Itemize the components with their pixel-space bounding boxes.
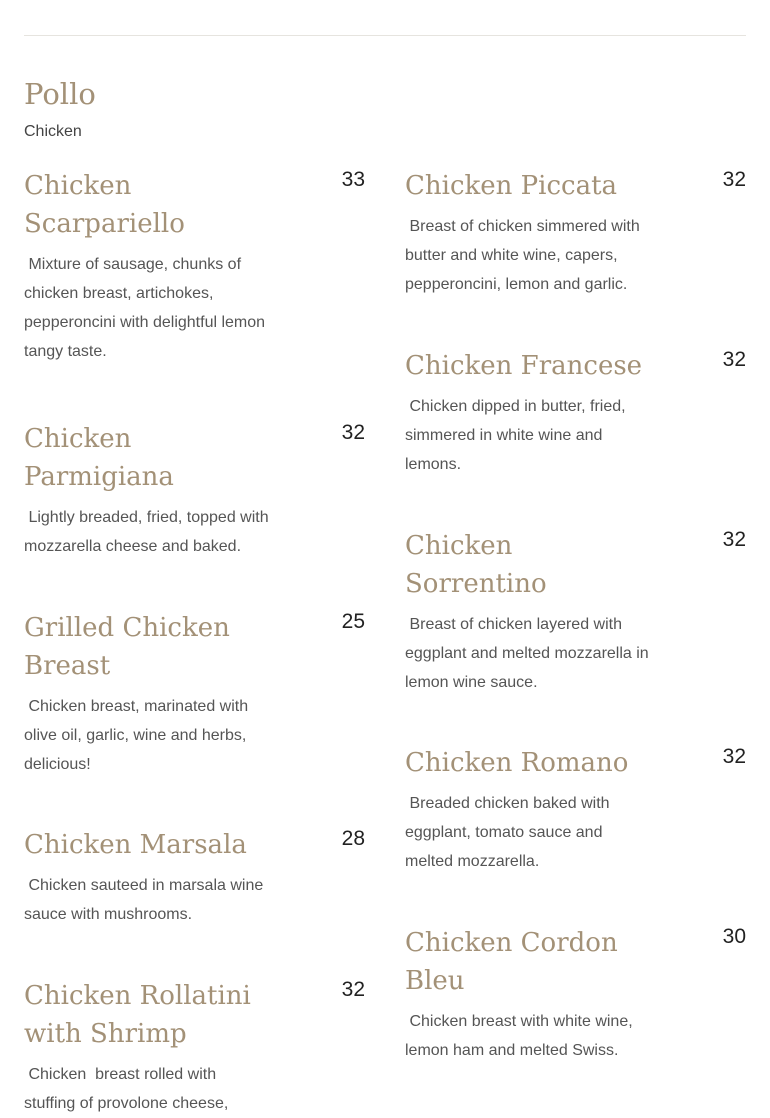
item-name: Chicken Romano [405, 748, 629, 778]
item-description: Lightly breaded, fried, topped with mozzarella cheese and baked. [24, 509, 274, 555]
item-description: Mixture of sausage, chunks of chicken breast, artichokes, pepperoncini with delightful lemon tangy taste. [24, 256, 270, 360]
item-description: Breaded chicken baked with eggplant, tomato sauce and melted mozzarella. [405, 795, 615, 870]
menu-column-right [405, 167, 746, 1065]
item-price: 32 [341, 978, 365, 1001]
menu-item [24, 977, 365, 1118]
item-price: 32 [722, 168, 746, 191]
item-description: Chicken sauteed in marsala wine sauce with mushrooms. [24, 877, 268, 923]
item-price: 33 [341, 168, 365, 191]
item-price: 32 [722, 528, 746, 551]
menu-item [405, 167, 746, 347]
item-price: 32 [341, 421, 365, 444]
menu-item [24, 609, 365, 826]
item-price: 30 [722, 925, 746, 948]
menu-item [405, 347, 746, 527]
item-name: Chicken Francese [405, 351, 643, 381]
item-name: Chicken Sorrentino [405, 531, 547, 599]
item-name: Grilled Chicken Breast [24, 613, 230, 681]
menu-item [405, 527, 746, 744]
item-price: 32 [722, 745, 746, 768]
item-price: 32 [722, 348, 746, 371]
item-price: 25 [341, 610, 365, 633]
item-description: Chicken breast rolled with stuffing of provolone cheese, [24, 1066, 229, 1112]
item-name: Chicken Cordon Bleu [405, 928, 618, 996]
item-name: Chicken Rollatini with Shrimp [24, 981, 251, 1049]
item-price: 28 [341, 827, 365, 850]
item-description: Breast of chicken simmered with butter and white wine, capers, pepperoncini, lemon and garlic. [405, 218, 645, 293]
item-description: Chicken breast, marinated with olive oil, garlic, wine and herbs, delicious! [24, 698, 253, 773]
section-title: Pollo [24, 77, 96, 111]
menu-item [24, 826, 365, 977]
item-name: Chicken Scarpariello [24, 171, 185, 239]
menu-item [24, 420, 365, 609]
item-name: Chicken Piccata [405, 171, 618, 201]
item-description: Chicken breast with white wine, lemon ham and melted Swiss. [405, 1013, 638, 1059]
item-name: Chicken Parmigiana [24, 424, 174, 492]
menu-item [405, 744, 746, 924]
section-subtitle: Chicken [24, 123, 82, 140]
item-description: Breast of chicken layered with eggplant and melted mozzarella in lemon wine sauce. [405, 616, 654, 691]
item-description: Chicken dipped in butter, fried, simmered in white wine and lemons. [405, 398, 631, 473]
top-divider [24, 35, 746, 36]
menu-column-left [24, 167, 365, 1118]
menu-item [24, 167, 365, 420]
item-name: Chicken Marsala [24, 830, 247, 860]
menu-item [405, 924, 746, 1065]
